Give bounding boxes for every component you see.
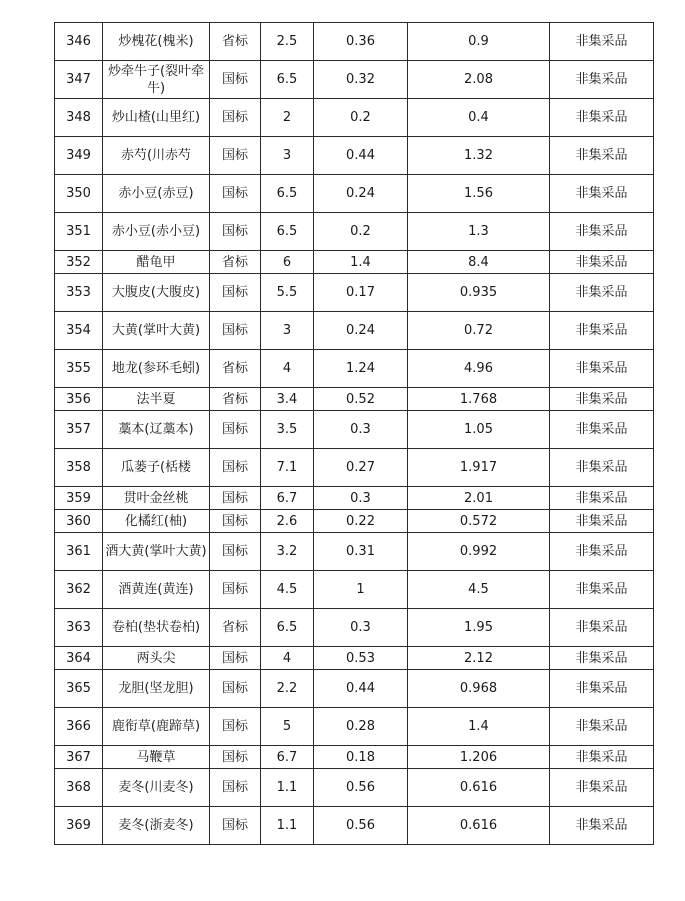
procurement-status-cell: 非集采品 [550, 213, 654, 251]
unit-price-cell: 1.24 [314, 350, 408, 388]
row-number-cell: 357 [55, 411, 103, 449]
unit-price-cell: 0.2 [314, 213, 408, 251]
quantity-cell: 3 [261, 137, 314, 175]
table-row [55, 449, 654, 487]
quantity-cell: 6.7 [261, 746, 314, 769]
unit-price-cell: 0.53 [314, 647, 408, 670]
quantity-cell: 7.1 [261, 449, 314, 487]
table-row [55, 708, 654, 746]
table-row [55, 609, 654, 647]
amount-cell: 1.56 [408, 175, 550, 213]
table-row [55, 533, 654, 571]
procurement-status-cell: 非集采品 [550, 647, 654, 670]
unit-price-cell: 0.3 [314, 411, 408, 449]
procurement-status-cell: 非集采品 [550, 99, 654, 137]
herb-name-cell: 炒槐花(槐米) [103, 23, 210, 61]
standard-cell: 国标 [210, 647, 261, 670]
standard-cell: 省标 [210, 388, 261, 411]
standard-cell: 国标 [210, 769, 261, 807]
herb-name-cell: 两头尖 [103, 647, 210, 670]
table-row [55, 350, 654, 388]
amount-cell: 2.08 [408, 61, 550, 99]
procurement-status-cell: 非集采品 [550, 388, 654, 411]
standard-cell: 国标 [210, 807, 261, 845]
table-row [55, 312, 654, 350]
amount-cell: 0.616 [408, 769, 550, 807]
standard-cell: 国标 [210, 175, 261, 213]
unit-price-cell: 0.2 [314, 99, 408, 137]
table-row [55, 61, 654, 99]
standard-cell: 国标 [210, 411, 261, 449]
herb-name-cell: 赤芍(川赤芍 [103, 137, 210, 175]
amount-cell: 4.96 [408, 350, 550, 388]
quantity-cell: 6.5 [261, 213, 314, 251]
quantity-cell: 6 [261, 251, 314, 274]
amount-cell: 1.4 [408, 708, 550, 746]
unit-price-cell: 0.27 [314, 449, 408, 487]
table-row [55, 411, 654, 449]
procurement-status-cell: 非集采品 [550, 510, 654, 533]
row-number-cell: 361 [55, 533, 103, 571]
table-row [55, 99, 654, 137]
unit-price-cell: 0.22 [314, 510, 408, 533]
standard-cell: 国标 [210, 708, 261, 746]
quantity-cell: 6.5 [261, 175, 314, 213]
standard-cell: 省标 [210, 350, 261, 388]
herb-name-cell: 贯叶金丝桃 [103, 487, 210, 510]
quantity-cell: 5 [261, 708, 314, 746]
herb-name-cell: 醋龟甲 [103, 251, 210, 274]
herb-name-cell: 化橘红(柚) [103, 510, 210, 533]
standard-cell: 国标 [210, 571, 261, 609]
row-number-cell: 358 [55, 449, 103, 487]
standard-cell: 国标 [210, 533, 261, 571]
amount-cell: 1.95 [408, 609, 550, 647]
quantity-cell: 3 [261, 312, 314, 350]
standard-cell: 国标 [210, 449, 261, 487]
procurement-status-cell: 非集采品 [550, 807, 654, 845]
table-row [55, 510, 654, 533]
amount-cell: 0.9 [408, 23, 550, 61]
herb-name-cell: 麦冬(浙麦冬) [103, 807, 210, 845]
unit-price-cell: 1 [314, 571, 408, 609]
procurement-status-cell: 非集采品 [550, 708, 654, 746]
quantity-cell: 5.5 [261, 274, 314, 312]
standard-cell: 国标 [210, 213, 261, 251]
herb-name-cell: 炒山楂(山里红) [103, 99, 210, 137]
herb-name-cell: 瓜蒌子(栝楼 [103, 449, 210, 487]
standard-cell: 省标 [210, 251, 261, 274]
unit-price-cell: 0.32 [314, 61, 408, 99]
row-number-cell: 348 [55, 99, 103, 137]
procurement-status-cell: 非集采品 [550, 533, 654, 571]
row-number-cell: 366 [55, 708, 103, 746]
row-number-cell: 349 [55, 137, 103, 175]
unit-price-cell: 0.17 [314, 274, 408, 312]
quantity-cell: 1.1 [261, 807, 314, 845]
procurement-status-cell: 非集采品 [550, 175, 654, 213]
herb-name-cell: 马鞭草 [103, 746, 210, 769]
row-number-cell: 355 [55, 350, 103, 388]
quantity-cell: 2 [261, 99, 314, 137]
quantity-cell: 3.5 [261, 411, 314, 449]
procurement-status-cell: 非集采品 [550, 251, 654, 274]
table-row [55, 670, 654, 708]
row-number-cell: 350 [55, 175, 103, 213]
amount-cell: 1.3 [408, 213, 550, 251]
standard-cell: 省标 [210, 609, 261, 647]
table-row [55, 571, 654, 609]
standard-cell: 国标 [210, 670, 261, 708]
standard-cell: 国标 [210, 487, 261, 510]
row-number-cell: 353 [55, 274, 103, 312]
procurement-status-cell: 非集采品 [550, 23, 654, 61]
procurement-status-cell: 非集采品 [550, 670, 654, 708]
table-row [55, 746, 654, 769]
herb-name-cell: 赤小豆(赤小豆) [103, 213, 210, 251]
table-row [55, 807, 654, 845]
amount-cell: 2.01 [408, 487, 550, 510]
herb-name-cell: 酒大黄(掌叶大黄) [103, 533, 210, 571]
unit-price-cell: 0.36 [314, 23, 408, 61]
procurement-status-cell: 非集采品 [550, 487, 654, 510]
herb-name-cell: 鹿衔草(鹿蹄草) [103, 708, 210, 746]
unit-price-cell: 0.3 [314, 609, 408, 647]
amount-cell: 0.4 [408, 99, 550, 137]
standard-cell: 国标 [210, 99, 261, 137]
row-number-cell: 362 [55, 571, 103, 609]
amount-cell: 0.616 [408, 807, 550, 845]
quantity-cell: 4.5 [261, 571, 314, 609]
unit-price-cell: 1.4 [314, 251, 408, 274]
herb-name-cell: 赤小豆(赤豆) [103, 175, 210, 213]
procurement-status-cell: 非集采品 [550, 312, 654, 350]
quantity-cell: 2.6 [261, 510, 314, 533]
row-number-cell: 354 [55, 312, 103, 350]
unit-price-cell: 0.52 [314, 388, 408, 411]
quantity-cell: 2.2 [261, 670, 314, 708]
amount-cell: 0.968 [408, 670, 550, 708]
row-number-cell: 364 [55, 647, 103, 670]
unit-price-cell: 0.18 [314, 746, 408, 769]
procurement-status-cell: 非集采品 [550, 746, 654, 769]
procurement-status-cell: 非集采品 [550, 137, 654, 175]
amount-cell: 0.72 [408, 312, 550, 350]
unit-price-cell: 0.56 [314, 807, 408, 845]
unit-price-cell: 0.31 [314, 533, 408, 571]
procurement-status-cell: 非集采品 [550, 411, 654, 449]
table-row [55, 388, 654, 411]
quantity-cell: 4 [261, 647, 314, 670]
standard-cell: 国标 [210, 312, 261, 350]
quantity-cell: 1.1 [261, 769, 314, 807]
amount-cell: 4.5 [408, 571, 550, 609]
unit-price-cell: 0.44 [314, 137, 408, 175]
amount-cell: 1.768 [408, 388, 550, 411]
herb-name-cell: 藁本(辽藁本) [103, 411, 210, 449]
unit-price-cell: 0.56 [314, 769, 408, 807]
amount-cell: 0.992 [408, 533, 550, 571]
row-number-cell: 369 [55, 807, 103, 845]
table-body [55, 23, 654, 845]
herb-name-cell: 卷柏(垫状卷柏) [103, 609, 210, 647]
procurement-status-cell: 非集采品 [550, 769, 654, 807]
quantity-cell: 6.5 [261, 61, 314, 99]
herb-name-cell: 炒牵牛子(裂叶牵牛) [103, 61, 210, 99]
row-number-cell: 365 [55, 670, 103, 708]
unit-price-cell: 0.44 [314, 670, 408, 708]
table-row [55, 769, 654, 807]
unit-price-cell: 0.3 [314, 487, 408, 510]
quantity-cell: 3.2 [261, 533, 314, 571]
amount-cell: 1.32 [408, 137, 550, 175]
amount-cell: 0.572 [408, 510, 550, 533]
standard-cell: 省标 [210, 23, 261, 61]
row-number-cell: 346 [55, 23, 103, 61]
table-row [55, 137, 654, 175]
table-row [55, 487, 654, 510]
table-row [55, 23, 654, 61]
row-number-cell: 360 [55, 510, 103, 533]
procurement-status-cell: 非集采品 [550, 61, 654, 99]
table-row [55, 274, 654, 312]
standard-cell: 国标 [210, 510, 261, 533]
row-number-cell: 368 [55, 769, 103, 807]
quantity-cell: 6.7 [261, 487, 314, 510]
row-number-cell: 359 [55, 487, 103, 510]
row-number-cell: 352 [55, 251, 103, 274]
amount-cell: 1.917 [408, 449, 550, 487]
herb-name-cell: 龙胆(坚龙胆) [103, 670, 210, 708]
procurement-status-cell: 非集采品 [550, 609, 654, 647]
quantity-cell: 3.4 [261, 388, 314, 411]
amount-cell: 1.05 [408, 411, 550, 449]
standard-cell: 国标 [210, 137, 261, 175]
procurement-status-cell: 非集采品 [550, 449, 654, 487]
amount-cell: 8.4 [408, 251, 550, 274]
procurement-status-cell: 非集采品 [550, 571, 654, 609]
table-row [55, 251, 654, 274]
quantity-cell: 4 [261, 350, 314, 388]
herb-name-cell: 麦冬(川麦冬) [103, 769, 210, 807]
quantity-cell: 6.5 [261, 609, 314, 647]
unit-price-cell: 0.28 [314, 708, 408, 746]
unit-price-cell: 0.24 [314, 312, 408, 350]
unit-price-cell: 0.24 [314, 175, 408, 213]
amount-cell: 1.206 [408, 746, 550, 769]
row-number-cell: 356 [55, 388, 103, 411]
standard-cell: 国标 [210, 61, 261, 99]
herb-price-table [54, 22, 654, 845]
quantity-cell: 2.5 [261, 23, 314, 61]
procurement-status-cell: 非集采品 [550, 274, 654, 312]
standard-cell: 国标 [210, 274, 261, 312]
herb-name-cell: 法半夏 [103, 388, 210, 411]
herb-name-cell: 大黄(掌叶大黄) [103, 312, 210, 350]
procurement-status-cell: 非集采品 [550, 350, 654, 388]
table-row [55, 647, 654, 670]
herb-name-cell: 酒黄连(黄连) [103, 571, 210, 609]
table-row [55, 175, 654, 213]
herb-name-cell: 地龙(参环毛蚓) [103, 350, 210, 388]
amount-cell: 2.12 [408, 647, 550, 670]
row-number-cell: 367 [55, 746, 103, 769]
standard-cell: 国标 [210, 746, 261, 769]
row-number-cell: 363 [55, 609, 103, 647]
table-row [55, 213, 654, 251]
herb-name-cell: 大腹皮(大腹皮) [103, 274, 210, 312]
row-number-cell: 351 [55, 213, 103, 251]
row-number-cell: 347 [55, 61, 103, 99]
amount-cell: 0.935 [408, 274, 550, 312]
